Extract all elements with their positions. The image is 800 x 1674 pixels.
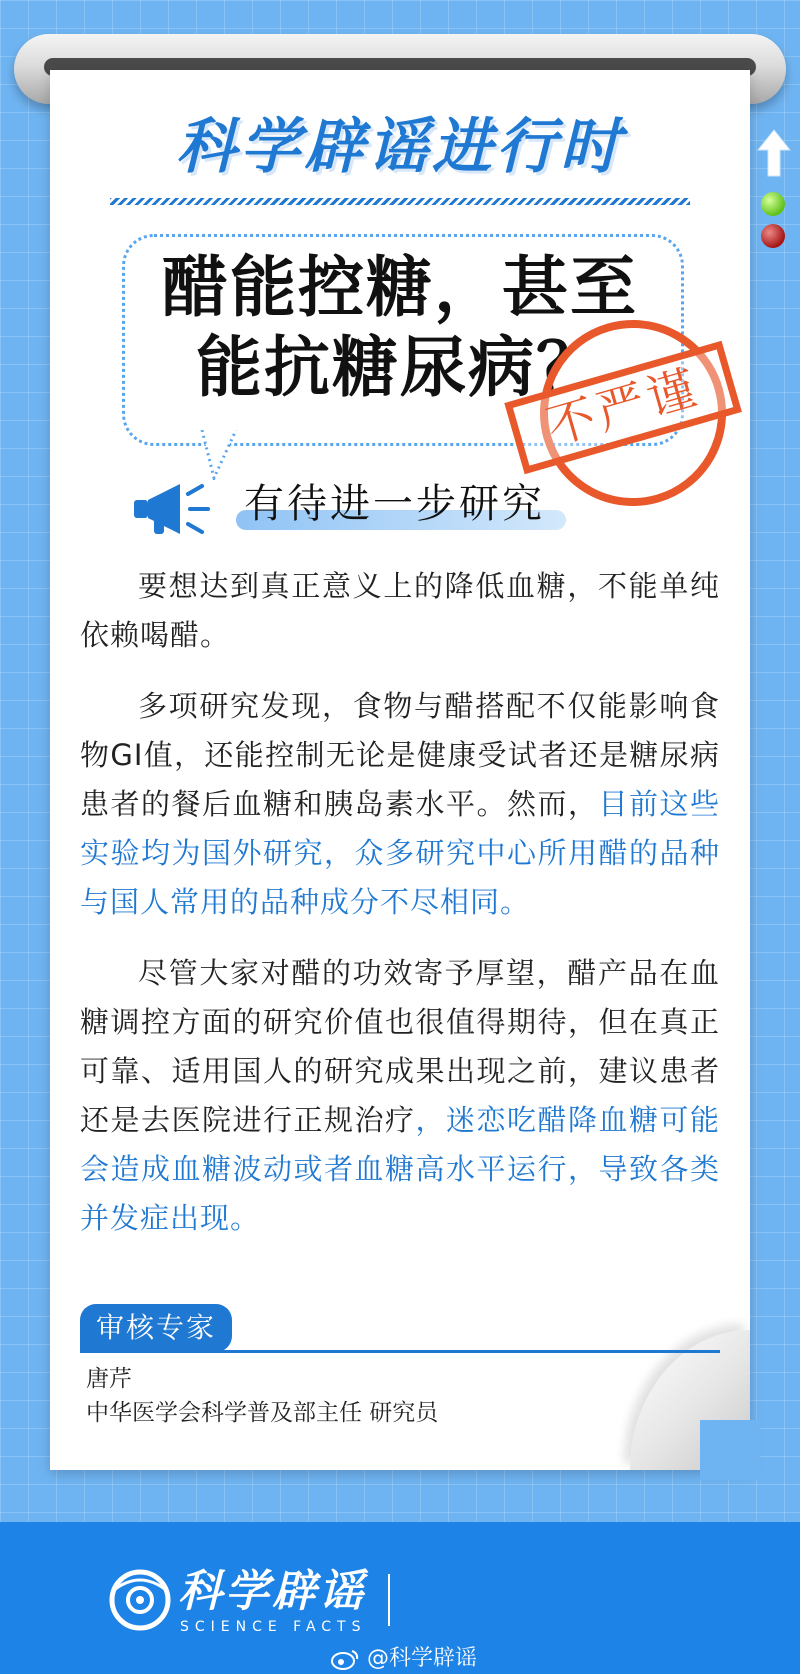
header-title: 科学辟谣进行时 bbox=[176, 112, 624, 182]
page-curl-cut bbox=[700, 1420, 760, 1480]
paragraph-3-highlight: ，迷恋吃醋降血糖可能会造成血糖波动或者血糖高水平运行，导致各类并发症出现。 bbox=[80, 1103, 720, 1235]
paragraph-3 bbox=[80, 949, 720, 1243]
expert-divider bbox=[80, 1350, 720, 1353]
green-light-icon bbox=[761, 192, 785, 216]
weibo-icon bbox=[330, 1648, 360, 1670]
red-light-icon bbox=[761, 224, 785, 248]
paragraph-3-text: 尽管大家对醋的功效寄予厚望，醋产品在血糖调控方面的研究价值也很值得期待，但在真正可靠、适用国人的研究成果出现之前，建议患者还是去医院进行正规治疗 bbox=[80, 956, 720, 1137]
up-arrow-icon bbox=[756, 128, 792, 178]
megaphone-icon bbox=[132, 478, 218, 538]
expert-role: 中华医学会科学普及部主任 研究员 bbox=[86, 1400, 439, 1426]
stamp-label: 不严谨 bbox=[540, 359, 706, 456]
paragraph-1-text: 要想达到真正意义上的降低血糖，不能单纯依赖喝醋。 bbox=[80, 569, 720, 652]
footer bbox=[0, 1522, 800, 1674]
claim-line-1: 醋能控糖，甚至 bbox=[162, 249, 638, 326]
footer-watermark bbox=[330, 1646, 477, 1672]
subheading: 有待进一步研究 bbox=[244, 481, 545, 527]
expert-tag: 审核专家 bbox=[80, 1304, 232, 1352]
header-underline bbox=[110, 198, 690, 205]
footer-divider bbox=[388, 1574, 390, 1626]
footer-watermark-text: @科学辟谣 bbox=[367, 1646, 478, 1671]
expert-name: 唐芹 bbox=[86, 1366, 132, 1392]
footer-logo-name: 科学辟谣 bbox=[178, 1566, 366, 1617]
science-facts-logo-icon bbox=[106, 1566, 174, 1634]
paragraph-1 bbox=[80, 562, 720, 660]
footer-logo-subtitle: SCIENCE FACTS bbox=[180, 1619, 367, 1635]
paragraph-2 bbox=[80, 682, 720, 927]
paragraph-2-highlight: 目前这些实验均为国外研究，众多研究中心所用醋的品种与国人常用的品种成分不尽相同。 bbox=[80, 787, 720, 919]
article-body bbox=[80, 562, 720, 1265]
speech-bubble-tail bbox=[200, 430, 240, 480]
claim-line-2: 能抗糖尿病？ bbox=[196, 329, 604, 406]
paragraph-2-text: 多项研究发现，食物与醋搭配不仅能影响食物GI值，还能控制无论是健康受试者还是糖尿病患者的餐后血糖和胰岛素水平。然而， bbox=[80, 689, 720, 821]
